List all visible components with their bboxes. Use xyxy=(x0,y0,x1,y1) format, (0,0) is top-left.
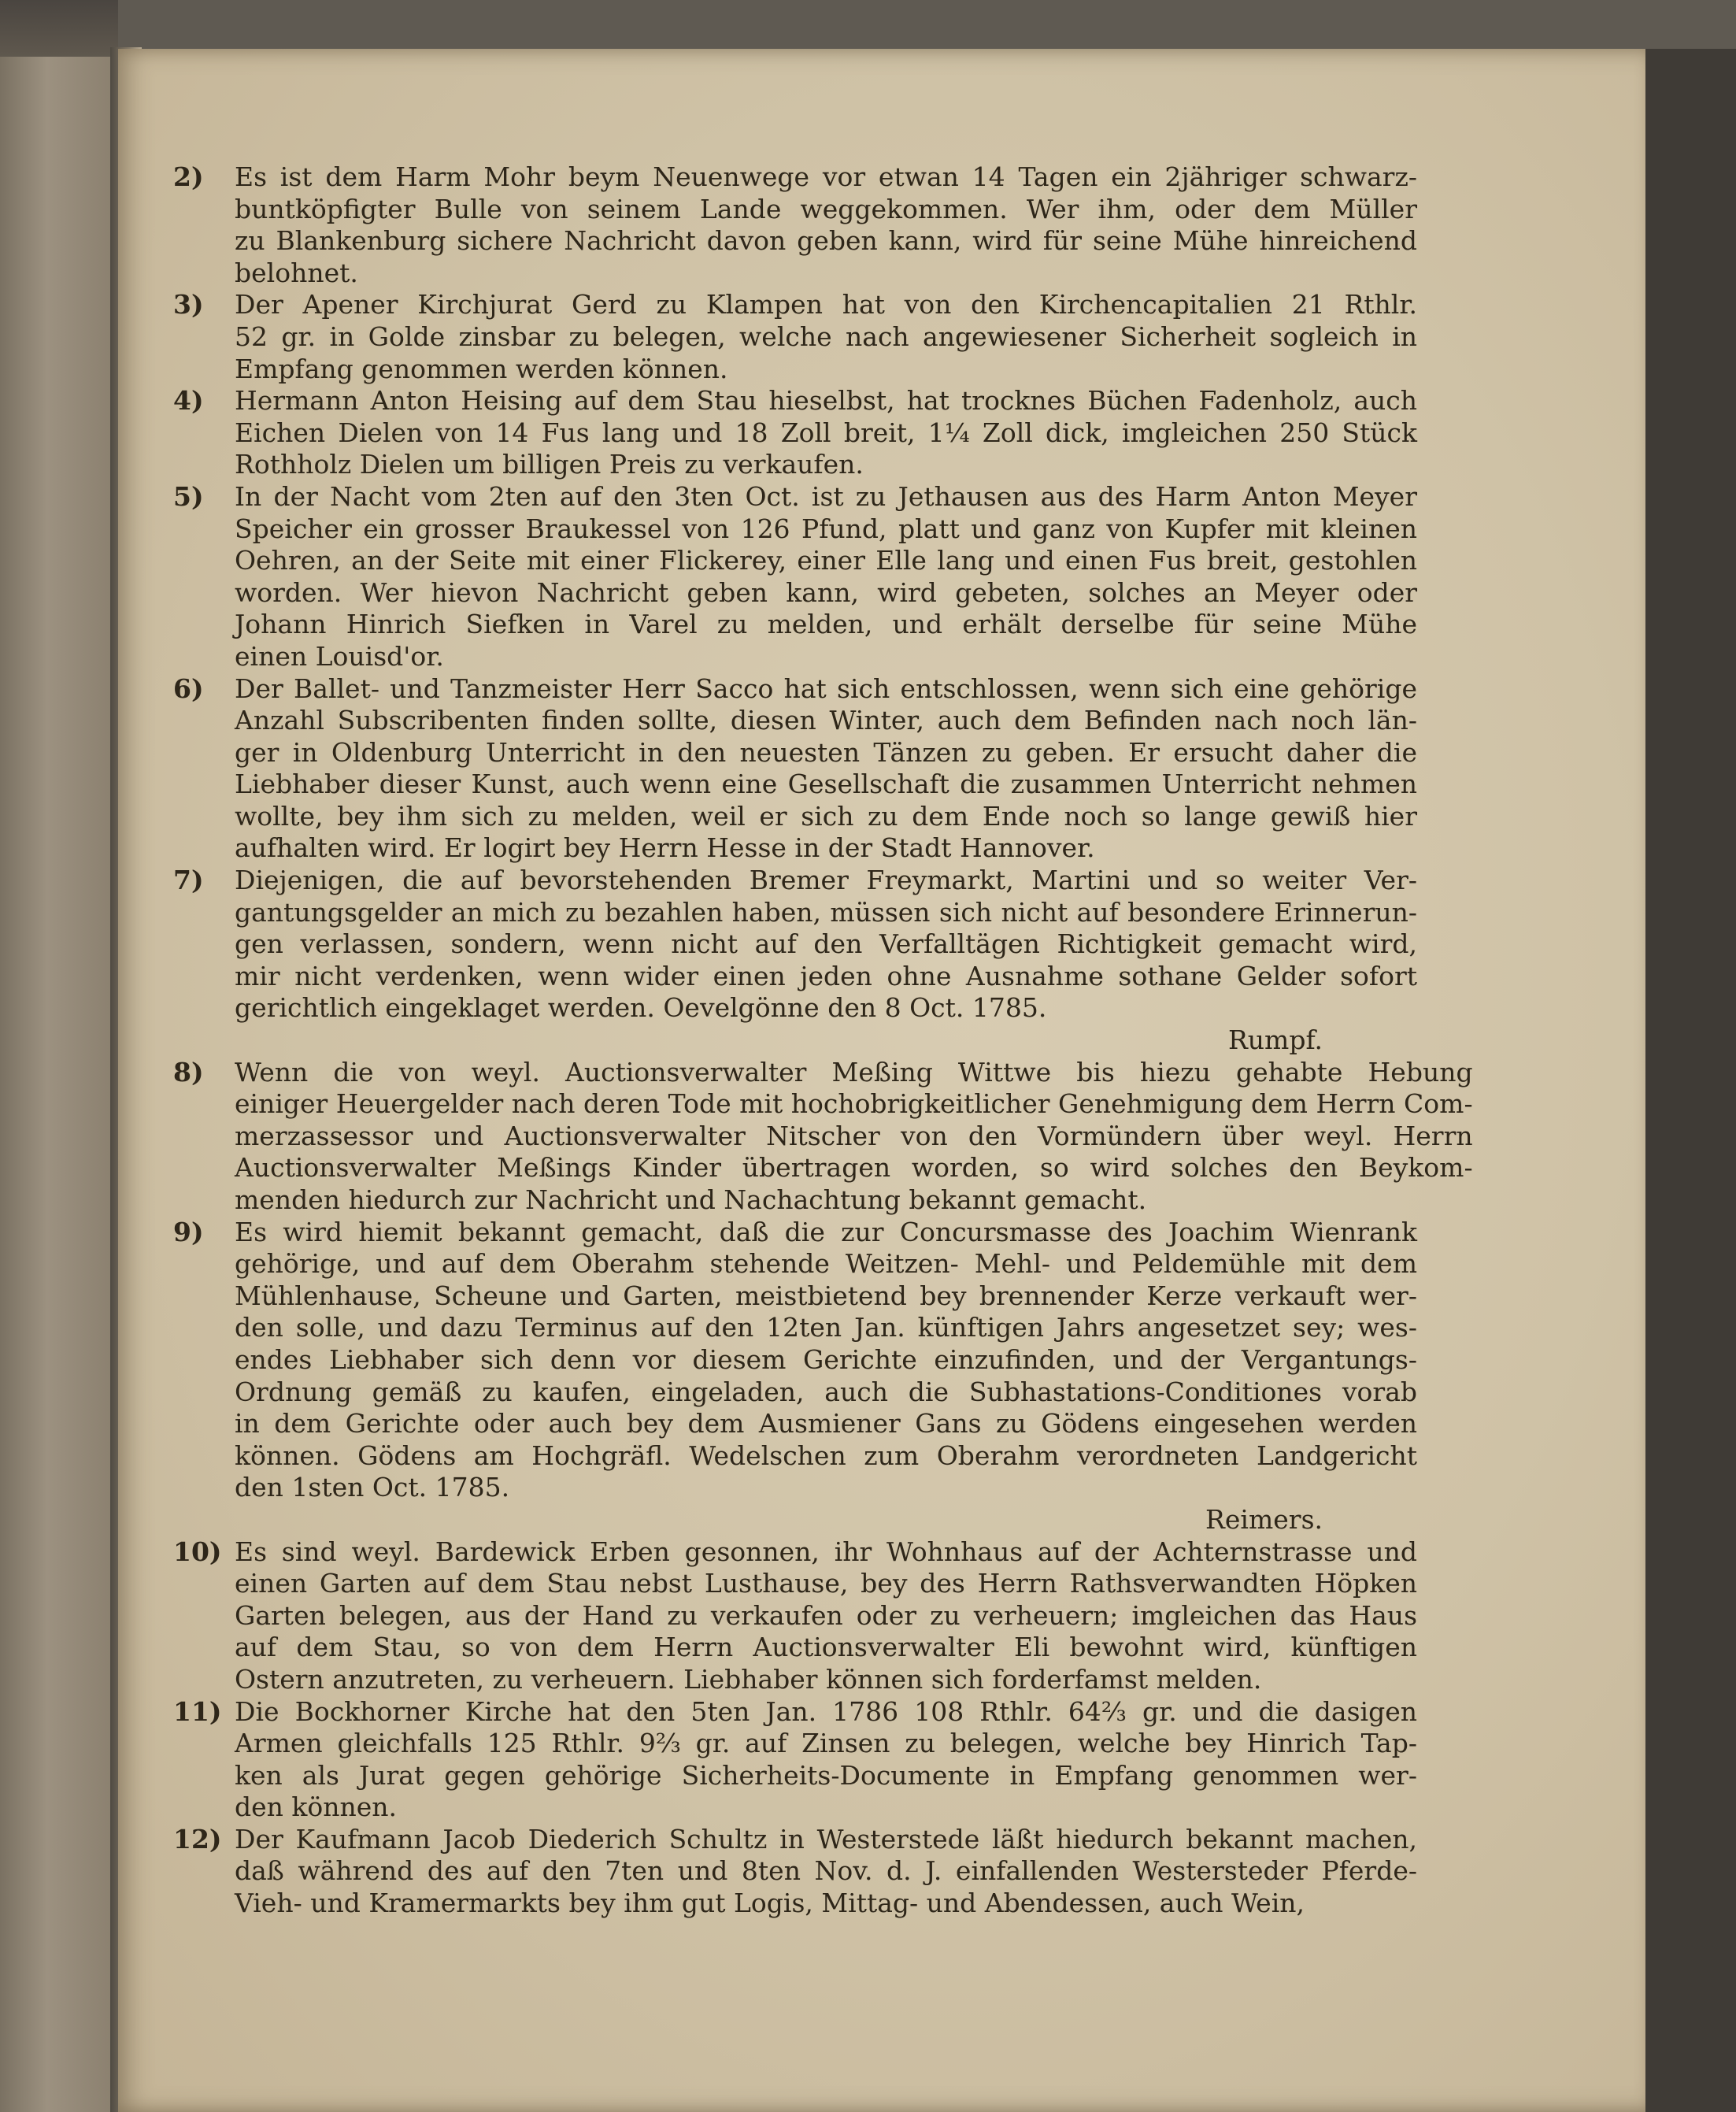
notice-number: 10) xyxy=(173,1536,222,1567)
notice-entry xyxy=(173,865,1417,1057)
notice-signature: Rumpf. xyxy=(1227,1025,1323,1056)
notice-line: menden hiedurch zur Nachricht und Nachachtung bekannt gemacht. xyxy=(235,1184,1147,1215)
notice-line: den 1sten Oct. 1785. xyxy=(235,1472,510,1503)
notice-number: 4) xyxy=(173,385,204,417)
notice-body xyxy=(235,1217,1417,1536)
notice-line: endes Liebhaber sich denn vor diesem Gerichte einzufinden, und der Vergantungs- xyxy=(235,1343,1417,1375)
notice-line: Empfang genommen werden können. xyxy=(235,353,728,384)
notice-number: 9) xyxy=(173,1216,204,1247)
notice-line: Speicher ein grosser Braukessel von 126 Pfund, platt und ganz von Kupfer mit kleinen xyxy=(235,513,1417,544)
notice-line: mir nicht verdenken, wenn wider einen jeden ohne Ausnahme sothane Gelder sofort xyxy=(235,960,1417,991)
notice-entry xyxy=(173,481,1417,673)
notice-line: Die Bockhorner Kirche hat den 5ten Jan. 1786 108 Rthlr. 64⅔ gr. und die dasigen xyxy=(235,1695,1417,1727)
notice-body xyxy=(235,289,1417,385)
notice-line: Johann Hinrich Siefken in Varel zu melden, und erhält derselbe für seine Mühe xyxy=(235,609,1417,640)
notice-body xyxy=(235,673,1417,865)
notice-body xyxy=(235,865,1417,1057)
notice-line: Rothholz Dielen um billigen Preis zu verkaufen. xyxy=(235,449,864,480)
notice-line: Liebhaber dieser Kunst, auch wenn eine Gesellschaft die zusammen Unterricht nehmen xyxy=(235,769,1417,800)
notice-line: Anzahl Subscribenten finden sollte, diesen Winter, auch dem Befinden nach noch län- xyxy=(235,705,1417,736)
notice-line: den solle, und dazu Terminus auf den 12ten Jan. künftigen Jahrs angesetzet sey; wes- xyxy=(235,1312,1417,1343)
page-text-column xyxy=(173,161,1473,1920)
notice-line: Wenn die von weyl. Auctionsverwalter Meßing Wittwe bis hiezu gehabte Hebung xyxy=(235,1056,1473,1087)
notice-number: 11) xyxy=(173,1695,222,1727)
notice-line: Es wird hiemit bekannt gemacht, daß die zur Concursmasse des Joachim Wienrank xyxy=(235,1216,1417,1247)
notice-line: ger in Oldenburg Unterricht in den neuesten Tänzen zu geben. Er ersucht daher die xyxy=(235,736,1417,768)
notice-number: 2) xyxy=(173,161,204,192)
notice-signature: Reimers. xyxy=(1205,1503,1323,1535)
notice-entry xyxy=(173,289,1417,385)
notice-line: daß während des auf den 7ten und 8ten Nov. d. J. einfallenden Westersteder Pferde- xyxy=(235,1855,1417,1887)
notice-entry xyxy=(173,1696,1417,1824)
notice-line: Auctionsverwalter Meßings Kinder übertragen worden, so wird solches den Beykom- xyxy=(235,1152,1473,1184)
notice-line: auf dem Stau, so von dem Herrn Auctionsverwalter Eli bewohnt wird, künftigen xyxy=(235,1632,1417,1663)
notice-entry xyxy=(173,673,1417,865)
notice-number: 12) xyxy=(173,1823,222,1854)
notice-body xyxy=(235,1057,1473,1217)
notice-line: wollte, bey ihm sich zu melden, weil er sich zu dem Ende noch so lange gewiß hier xyxy=(235,800,1417,832)
notice-line: gehörige, und auf dem Oberahm stehende Weitzen- Mehl- und Peldemühle mit dem xyxy=(235,1248,1417,1280)
notice-line: Ordnung gemäß zu kaufen, eingeladen, auch die Subhastations-Conditiones vorab xyxy=(235,1376,1417,1407)
notice-number: 5) xyxy=(173,480,204,512)
notice-line: Der Ballet- und Tanzmeister Herr Sacco hat sich entschlossen, wenn sich eine gehörige xyxy=(235,673,1417,704)
notice-line: Es sind weyl. Bardewick Erben gesonnen, ihr Wohnhaus auf der Achternstrasse und xyxy=(235,1536,1417,1567)
notice-number: 6) xyxy=(173,673,204,704)
notice-line: belohnet. xyxy=(235,257,358,288)
scan-background xyxy=(1645,49,1736,2112)
notice-line: Hermann Anton Heising auf dem Stau hieselbst, hat trocknes Büchen Fadenholz, auch xyxy=(235,385,1417,417)
notice-line: gantungsgelder an mich zu bezahlen haben, müssen sich nicht auf besondere Erinnerun- xyxy=(235,896,1417,928)
notice-body xyxy=(235,1824,1417,1920)
notice-line: aufhalten wird. Er logirt bey Herrn Hesse in der Stadt Hannover. xyxy=(235,832,1095,864)
notice-line: können. Gödens am Hochgräfl. Wedelschen zum Oberahm verordneten Landgericht xyxy=(235,1439,1417,1471)
notice-line: Eichen Dielen von 14 Fus lang und 18 Zoll breit, 1¼ Zoll dick, imgleichen 250 Stück xyxy=(235,417,1417,448)
notice-line: zu Blankenburg sichere Nachricht davon geben kann, wird für seine Mühe hinreichend xyxy=(235,225,1417,257)
notice-line: Es ist dem Harm Mohr beym Neuenwege vor etwan 14 Tagen ein 2jähriger schwarz- xyxy=(235,161,1417,192)
notice-body xyxy=(235,481,1417,673)
notice-entry xyxy=(173,1056,1473,1217)
notice-entry xyxy=(173,385,1417,481)
notice-body xyxy=(235,1696,1417,1824)
notice-body xyxy=(235,385,1417,481)
notice-line: gen verlassen, sondern, wenn nicht auf den Verfalltägen Richtigkeit gemacht wird, xyxy=(235,928,1417,960)
notice-line: Garten belegen, aus der Hand zu verkaufen oder zu verheuern; imgleichen das Haus xyxy=(235,1599,1417,1631)
notice-entry xyxy=(173,1824,1417,1920)
notice-number: 8) xyxy=(173,1056,204,1087)
notice-line: buntköpfigter Bulle von seinem Lande weggekommen. Wer ihm, oder dem Müller xyxy=(235,193,1417,224)
notice-line: merzassessor und Auctionsverwalter Nitscher von den Vormündern über weyl. Herrn xyxy=(235,1120,1473,1151)
notice-line: Vieh- und Kramermarkts bey ihm gut Logis, Mittag- und Abendessen, auch Wein, xyxy=(235,1888,1305,1919)
notice-line: gerichtlich eingeklaget werden. Oevelgönne den 8 Oct. 1785. xyxy=(235,992,1047,1024)
notice-line: einen Garten auf dem Stau nebst Lusthause, bey des Herrn Rathsverwandten Höpken xyxy=(235,1568,1417,1599)
notice-line: Diejenigen, die auf bevorstehenden Bremer Freymarkt, Martini und so weiter Ver- xyxy=(235,865,1417,896)
notice-body xyxy=(235,161,1417,289)
notice-number: 3) xyxy=(173,289,204,321)
notice-line: worden. Wer hievon Nachricht geben kann, wird gebeten, solches an Meyer oder xyxy=(235,576,1417,608)
notice-line: ken als Jurat gegen gehörige Sicherheits-Documente in Empfang genommen wer- xyxy=(235,1759,1417,1791)
notice-line: Mühlenhause, Scheune und Garten, meistbietend bey brennender Kerze verkauft wer- xyxy=(235,1280,1417,1311)
notice-line: Der Kaufmann Jacob Diederich Schultz in Westerstede läßt hiedurch bekannt machen, xyxy=(235,1823,1417,1854)
notice-line: einiger Heuergelder nach deren Tode mit hochobrigkeitlicher Genehmigung dem Herrn Com- xyxy=(235,1088,1473,1120)
notice-entry xyxy=(173,161,1417,289)
notice-body xyxy=(235,1536,1417,1696)
facing-page-edge xyxy=(0,57,118,2112)
notice-line: In der Nacht vom 2ten auf den 3ten Oct. ist zu Jethausen aus des Harm Anton Meyer xyxy=(235,480,1417,512)
notice-number: 7) xyxy=(173,865,204,896)
notice-line: Oehren, an der Seite mit einer Flickerey, einer Elle lang und einen Fus breit, gestohlen xyxy=(235,545,1417,576)
notice-entry xyxy=(173,1217,1417,1536)
notice-entry xyxy=(173,1536,1417,1696)
notice-line: Der Apener Kirchjurat Gerd zu Klampen hat von den Kirchencapitalien 21 Rthlr. xyxy=(235,289,1417,321)
notice-line: Ostern anzutreten, zu verheuern. Liebhaber können sich forderfamst melden. xyxy=(235,1663,1262,1695)
notice-line: den können. xyxy=(235,1791,398,1823)
notice-line: 52 gr. in Golde zinsbar zu belegen, welche nach angewiesener Sicherheit sogleich in xyxy=(235,321,1417,352)
notice-line: in dem Gerichte oder auch bey dem Ausmiener Gans zu Gödens eingesehen werden xyxy=(235,1408,1417,1439)
notice-line: Armen gleichfalls 125 Rthlr. 9⅔ gr. auf Zinsen zu belegen, welche bey Hinrich Tap- xyxy=(235,1728,1417,1759)
notice-line: einen Louisd'or. xyxy=(235,640,444,672)
